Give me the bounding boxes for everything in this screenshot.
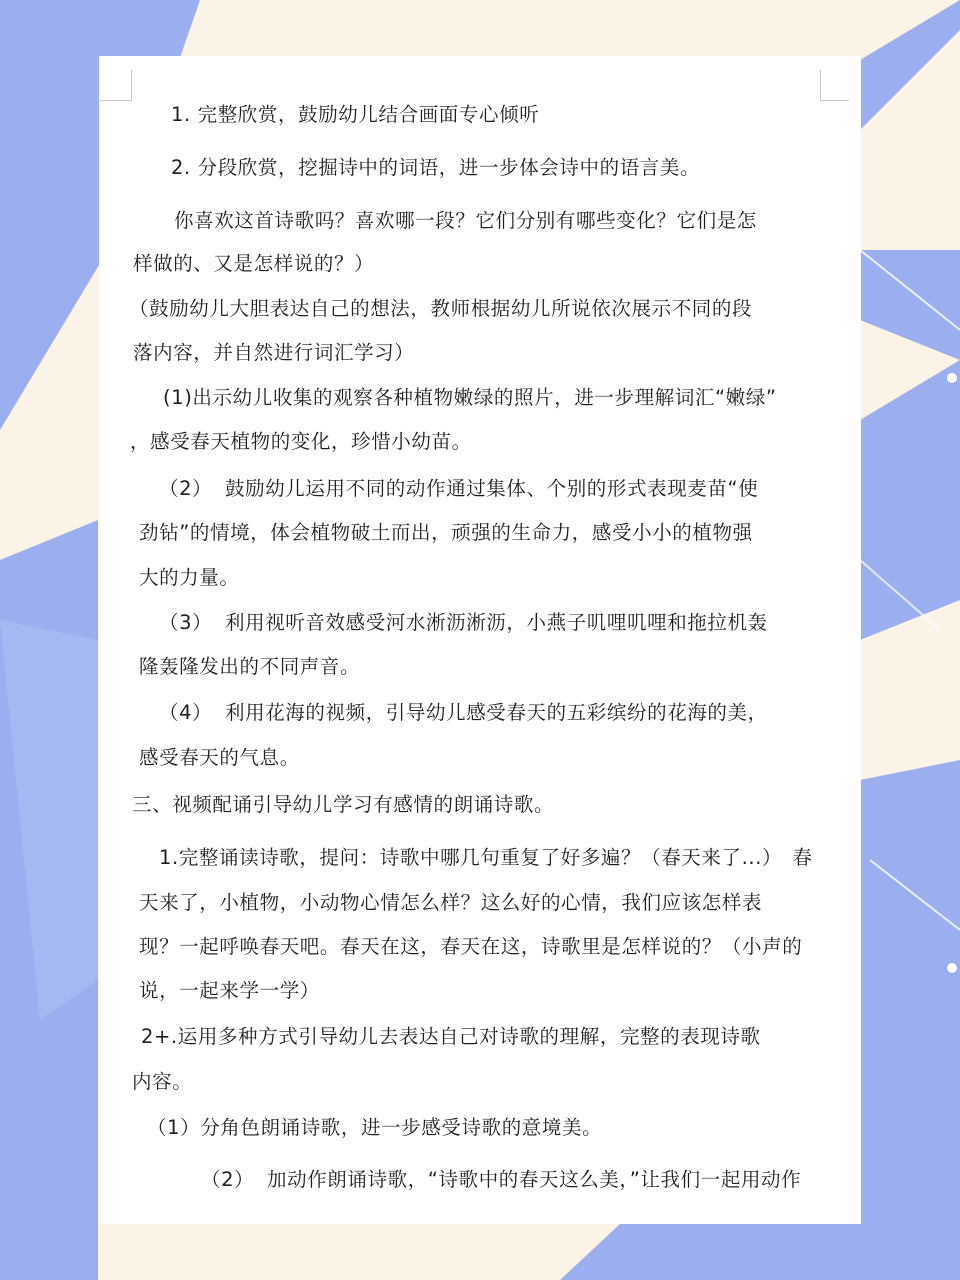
text-line: 1. 完整欣赏，鼓励幼儿结合画面专心倾听 [171,103,540,126]
text-line: ，感受春天植物的变化，珍惜小幼苗。 [130,430,472,453]
text-line: 隆轰隆发出的不同声音。 [139,655,361,678]
text-line: 2+.运用多种方式引导幼儿去表达自己对诗歌的理解，完整的表现诗歌 [141,1025,761,1048]
document-page [99,56,861,1224]
text-line: 利用视听音效感受河水淅沥淅沥，小燕子叽哩叽哩和拖拉机轰 [225,611,768,634]
text-line: 感受春天的气息。 [139,746,300,769]
list-marker: （2） [159,477,213,500]
list-marker: （2） [201,1168,255,1191]
text-line: 落内容，并自然进行词汇学习） [133,341,415,364]
text-line: 劲钻”的情境，体会植物破土而出，顽强的生命力，感受小小的植物强 [139,521,753,544]
text-line: 样做的、又是怎样说的？） [133,252,375,275]
list-marker: （4） [159,701,213,724]
text-line: 大的力量。 [139,566,240,589]
section-heading: 三、视频配诵引导幼儿学习有感情的朗诵诗歌。 [132,793,555,816]
text-line: (1)出示幼儿收集的观察各种植物嫩绿的照片，进一步理解词汇“嫩绿” [163,386,777,409]
list-marker: （3） [159,611,213,634]
text-line: 现？一起呼唤春天吧。春天在这，春天在这，诗歌里是怎样说的？（小声的 [139,935,803,958]
text-line: 1.完整诵读诗歌，提问：诗歌中哪几句重复了好多遍？（春天来了...） 春 [159,846,813,869]
text-line: 内容。 [132,1070,193,1093]
text-line: 利用花海的视频，引导幼儿感受春天的五彩缤纷的花海的美， [225,701,768,724]
text-line: 说，一起来学一学） [139,979,320,1002]
page-corner-mark-right [820,70,849,101]
text-line: 鼓励幼儿运用不同的动作通过集体、个别的形式表现麦苗“使 [225,477,759,500]
text-line: 加动作朗诵诗歌，“诗歌中的春天这么美，”让我们一起用动作 [267,1168,802,1191]
text-line: （鼓励幼儿大胆表达自己的想法，教师根据幼儿所说依次展示不同的段 [129,297,753,320]
text-line: （1）分角色朗诵诗歌，进一步感受诗歌的意境美。 [147,1116,603,1139]
text-line: 你喜欢这首诗歌吗？喜欢哪一段？它们分别有哪些变化？它们是怎 [174,209,757,232]
page-corner-mark-left [99,70,132,101]
text-line: 天来了，小植物，小动物心情怎么样？这么好的心情，我们应该怎样表 [139,891,763,914]
text-line: 2. 分段欣赏，挖掘诗中的词语，进一步体会诗中的语言美。 [171,156,701,179]
